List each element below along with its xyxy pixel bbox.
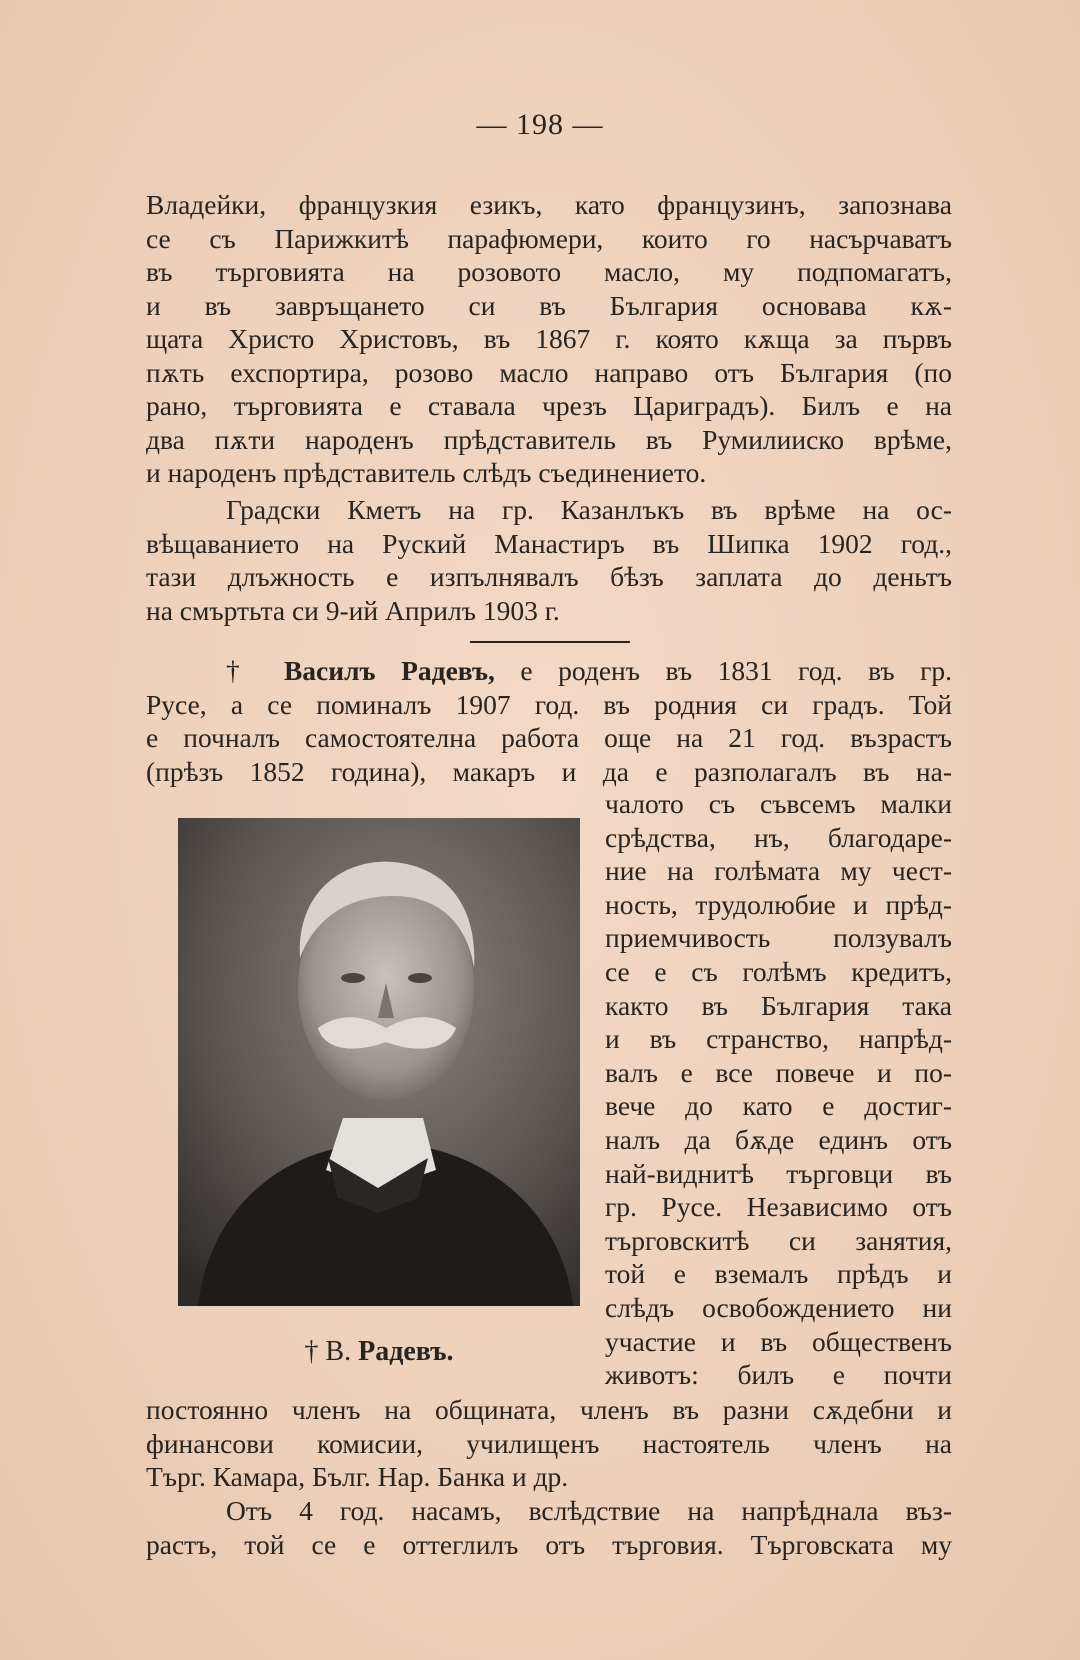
text-line: вече до като е достиг- <box>605 1090 952 1122</box>
text-line: и народенъ прѣдставитель слѣдъ съединението. <box>146 457 707 488</box>
text-line: гр. Русе. Независимо отъ <box>605 1191 952 1223</box>
text-fragment: е роденъ въ 1831 год. въ гр. <box>520 655 953 686</box>
text-line: срѣдства, нъ, благодаре- <box>605 821 952 853</box>
text-line: на смъртьта си 9-ий Априлъ 1903 г. <box>146 594 560 626</box>
text-line: както въ България така <box>605 989 952 1021</box>
text-line: Градски Кметъ на гр. Казанлъкъ въ врѣме на ос- <box>226 494 952 525</box>
text-line: налъ да бѫде единъ отъ <box>605 1123 952 1155</box>
portrait-illustration <box>178 818 580 1306</box>
text-line: и въ странство, напрѣд- <box>605 1023 952 1055</box>
text-line: (прѣзъ 1852 година), макаръ и да е разполагалъ въ на- <box>146 755 952 787</box>
text-line: щата Христо Христовъ, въ 1867 г. която кѫща за първъ <box>146 323 952 354</box>
text-line: постоянно членъ на общината, членъ въ разни сѫдебни и <box>146 1394 952 1425</box>
text-line: животъ: билъ е почти <box>605 1359 952 1391</box>
portrait-caption <box>178 1336 580 1368</box>
text-line: Владейки, французкия езикъ, като французинъ, запознава <box>146 189 952 220</box>
text-line: приемчивость ползувалъ <box>605 922 952 954</box>
text-line: се е съ голѣмъ кредитъ, <box>605 955 952 987</box>
caption-name: Радевъ. <box>358 1336 454 1367</box>
section-divider <box>470 641 630 643</box>
text-line: се съ Парижкитѣ парафюмери, които го насърчаватъ <box>146 222 952 254</box>
text-line: е почналъ самостоятелна работа още на 21 год. възрастъ <box>146 722 952 753</box>
text-line: два пѫти народенъ прѣдставитель въ Румилииско врѣме, <box>146 423 952 455</box>
text-line: ние на голѣмата му чест- <box>605 855 952 887</box>
text-line: пѫть ехспортира, розово масло направо отъ България (по <box>146 356 952 388</box>
text-line: участие и въ общественъ <box>605 1325 952 1357</box>
caption-initial: В. <box>325 1336 352 1367</box>
text-line: ность, трудолюбие и прѣд- <box>605 888 952 920</box>
paragraph-2 <box>146 493 952 627</box>
text-line: финансови комисии, училищенъ настоятель членъ на <box>146 1427 952 1459</box>
page-number: — 198 — <box>476 108 604 141</box>
text-line: валъ е все повече и по- <box>605 1056 952 1088</box>
text-line: той е вземалъ прѣдъ и <box>605 1258 952 1290</box>
bio-paragraph <box>146 654 952 788</box>
text-line: въ търговията на розовото масло, му подпомагатъ, <box>146 256 952 287</box>
text-line: растъ, той се е оттеглилъ отъ търговия. Търговската му <box>146 1528 952 1560</box>
text-line: слѣдъ освобождението ни <box>605 1291 952 1323</box>
text-line <box>146 654 952 688</box>
caption-cross: † <box>304 1336 319 1367</box>
portrait-photo <box>178 818 580 1306</box>
text-line: Русе, а се поминалъ 1907 год. въ родния си градъ. Той <box>146 688 952 720</box>
bio-side-column <box>605 787 952 1392</box>
text-line: чалото съ съвсемъ малки <box>605 788 952 819</box>
text-line: тази длъжность е изпълнявалъ бѣзъ заплата до деньтъ <box>146 561 952 592</box>
bio-continued <box>146 1393 952 1494</box>
text-line: Отъ 4 год. насамъ, вслѣдствие на напрѣднала въз- <box>226 1495 952 1526</box>
text-line: вѣщаванието на Руский Манастиръ въ Шипка 1902 год., <box>146 527 952 559</box>
paragraph-1 <box>146 188 952 490</box>
paragraph-4 <box>146 1494 952 1561</box>
cross-symbol: † <box>226 655 259 686</box>
text-line: и въ завръщането си въ България основава кѫ- <box>146 289 952 321</box>
text-line: търговскитѣ си занятия, <box>605 1224 952 1256</box>
text-line: Търг. Камара, Бълг. Нар. Банка и др. <box>146 1461 569 1492</box>
bio-name: Василъ Радевъ, <box>283 655 495 686</box>
text-line: най-виднитѣ търговци въ <box>605 1157 952 1189</box>
text-line: рано, търговията е ставала чрезъ Цариградъ). Билъ е на <box>146 390 952 421</box>
